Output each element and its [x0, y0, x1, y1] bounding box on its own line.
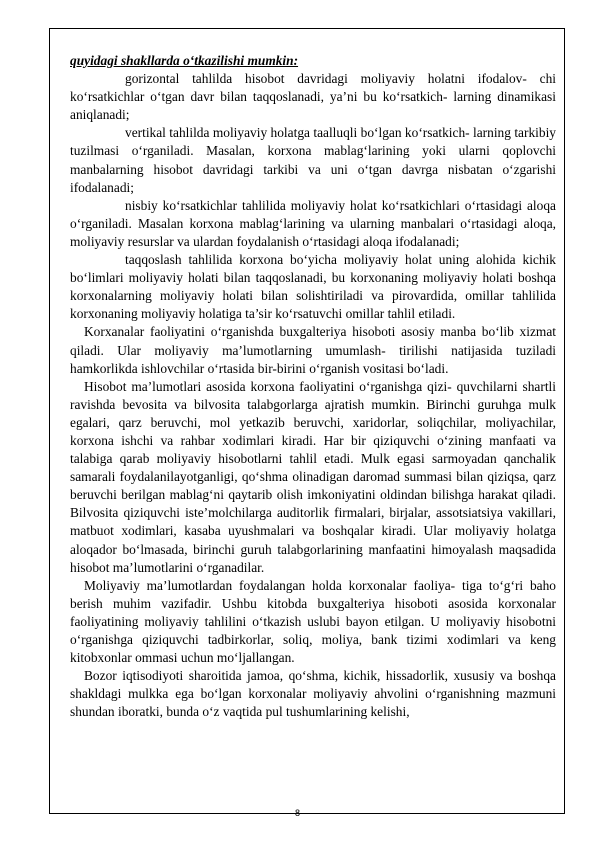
paragraph-comparative-analysis: taqqoslash tahlilida korxona bo‘yicha moliyaviy holat uning alohida kichik bo‘limlari moliyaviy holati bilan taqqoslanadi, bu korxonaning moliyaviy holati boshqa korxonalarning moliyaviy holati bilan solishtiriladi va pirovardida, omillar tahlilida korxonaning moliyaviy holatiga ta’sir ko‘rsatuvchi omillar tahlil etiladi. — [70, 252, 556, 322]
paragraph-report-users: Hisobot ma’lumotlari asosida korxona faoliyatini o‘rganishga qizi- quvchilarni shartli ravishda bevosita va bilvosita talabgorlarga ajratish mumkin. Birinchi guruhga mulk egalari, qarz beruvchi, mol yetkazib beruvchi, xaridorlar, soliqchilar, moliyachilar, korxona ishchi va rahbar xodimlari kiradi. Har bir qiziquvchi o‘zining manfaati va talabiga qarab moliyaviy hisobotlarni tahlil etadi. Mulk egasi sarmoyadan qanchalik samarali foydalanilayotganligi, qo‘shma olinadigan daromad summasi bilan qiziqsa, qarz beruvchi berilgan mablag‘ni qaytarib olish imkoniyatini oldindan bilishga harakat qiladi. Bilvosita qiziquvchi iste’molchilarga auditorlik firmalari, birjalar, assotsiatsiya vakillari, matbuot xodimlari, kasaba uyushmalari va boshqalar kiradi. Ular moliyaviy holatga aloqador bo‘lmasada, birinchi guruh talabgorlarining manfaatini himoyalash maqsadida hisobot ma’lumotlarini o‘rganadilar. — [70, 378, 556, 575]
paragraph-ratio-analysis: nisbiy ko‘rsatkichlar tahlilida moliyaviy holat ko‘rsatkichlari o‘rtasidagi aloqa o‘rganiladi. Masalan korxona mablag‘larining va ularning manbalari o‘rtasidagi aloqa, moliyaviy resurslar va ulardan foydalanish o‘rtasidagi aloqa ifodalanadi; — [70, 197, 556, 249]
page-number: 8 — [294, 808, 300, 818]
paragraph-market-economy: Bozor iqtisodiyoti sharoitida jamoa, qo‘shma, kichik, hissadorlik, xususiy va boshqa shakldagi mulkka ega bo‘lgan korxonalar moliyaviy ahvolini o‘rganishning mazmuni shundan iboratki, bunda o‘z vaqtida pul tushumlarining kelishi, — [70, 668, 556, 720]
paragraph-book-purpose: Moliyaviy ma’lumotlardan foydalangan holda korxonalar faoliya- tiga to‘g‘ri baho berish muhim vazifadir. Ushbu kitobda buxgalteriya hisoboti asosida korxonalar faoliyatining moliyaviy tahlilini o‘tkazish uslubi bayon etilgan. U moliyaviy hisobotni o‘rganishga qiziquvchi tadbirkorlar, soliq, moliya, bank tizimi xodimlari va keng kitobxonlar ommasi uchun mo‘ljallangan. — [70, 577, 556, 666]
document-body — [70, 52, 556, 721]
paragraph-vertical-analysis: vertikal tahlilda moliyaviy holatga taalluqli bo‘lgan ko‘rsatkich- larning tarkibiy tuzilmasi o‘rganiladi. Masalan, korxona mablag‘larining yoki ularni qoplovchi manbalarning hisobot davridagi tarkibi va uni o‘tgan davrga nisbatan o‘zgarishi ifodalanadi; — [70, 125, 556, 195]
section-heading: quyidagi shakllarda o‘tkazilishi mumkin: — [70, 53, 299, 68]
paragraph-horizontal-analysis: gorizontal tahlilda hisobot davridagi moliyaviy holatni ifodalov- chi ko‘rsatkichlar o‘tgan davr bilan taqqoslanadi, ya’ni bu ko‘rsatkich- larning dinamikasi aniqlanadi; — [70, 71, 556, 123]
paragraph-accounting-report: Korxanalar faoliyatini o‘rganishda buxgalteriya hisoboti asosiy manba bo‘lib xizmat qiladi. Ular moliyaviy ma’lumotlarning umumlash- tirilishi natijasida tuziladi hamkorlikda ishlovchilar o‘rtasida bir-birini o‘rganish vositasi bo‘ladi. — [70, 324, 556, 376]
